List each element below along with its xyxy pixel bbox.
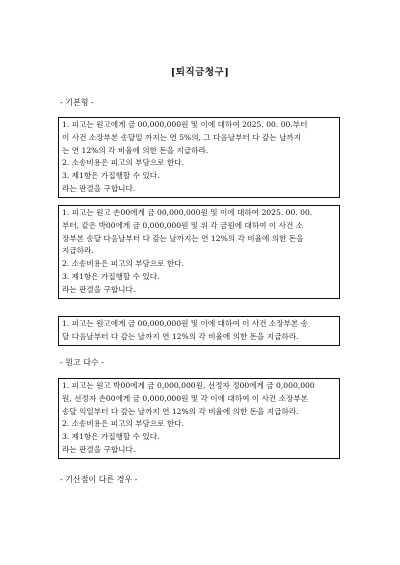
claim-line: 라는 판결을 구합니다. [62, 284, 136, 294]
claim-box-2 [58, 205, 340, 299]
claim-box-1 [58, 117, 340, 198]
claim-line: 장부본 송달 다음날부터 다 갚는 날까지는 연 12%의 각 비율에 의한 돈을 [62, 233, 304, 243]
claim-line: 원, 선정자 손00에게 금 0,000,000원 및 각 이에 대하여 이 사건 소장부본 [62, 393, 308, 403]
section-heading-basic: - 기본형 - [60, 98, 94, 107]
document-title: [퇴직금청구] [170, 67, 230, 78]
claim-line: 2. 소송비용은 피고의 부담으로 한다. [62, 419, 185, 429]
claim-line: 3. 제1항은 가집행할 수 있다. [62, 271, 160, 281]
claim-line: 이 사건 소장부본 송달일 까지는 연 5%의, 그 다음날부터 다 갚는 날까지 [62, 132, 302, 142]
claim-line: 3. 제1항은 가집행할 수 있다. [62, 432, 160, 442]
claim-line: 1. 피고는 원고 박00에게 금 0,000,000원, 선정자 정00에게 금 0,000,000 [62, 381, 315, 390]
claim-line: 3. 제1항은 가집행할 수 있다. [62, 171, 160, 181]
section-heading-multi: - 원고 다수 - [60, 358, 104, 367]
claim-line: 는 연 12%의 각 비율에 의한 돈을 지급하라. [62, 145, 209, 155]
claim-line: 2. 소송비용은 피고의 부담으로 한다. [62, 158, 185, 168]
claim-line: 라는 판결을 구합니다. [62, 444, 136, 454]
claim-line: 1. 피고는 원고에게 금 00,000,000원 및 이에 대하여 2025. 00. 00.부터 [62, 120, 308, 129]
claim-line: 1. 피고는 원고 손00에게 금 00,000,000원 및 이에 대하여 2025. 00. 00. [62, 208, 313, 217]
claim-line: 달 다음날부터 다 갚는 날까지 연 12%의 각 비율에 의한 돈을 지급하라. [62, 331, 299, 341]
claim-box-3 [58, 316, 340, 346]
claim-line: 지급하라. [62, 246, 94, 256]
claim-line: 1. 피고는 원고에게 금 00,000,000원 및 이에 대하여 이 사건 소장부본 송 [62, 319, 308, 328]
claim-box-4 [58, 378, 340, 459]
claim-line: 송달 익일부터 다 갚는 날까지 연 12%의 각 비율에 의한 돈을 지급하라. [62, 406, 299, 416]
section-heading-diff-date: - 기산점이 다른 경우 - [60, 475, 138, 484]
claim-line: 2. 소송비용은 피고의 부담으로 한다. [62, 259, 185, 269]
claim-line: 부터, 같은 박00에게 금 0,000,000원 및 위 각 금원에 대하여 이 사건 소 [62, 220, 304, 230]
claim-line: 라는 판결을 구합니다. [62, 183, 136, 193]
